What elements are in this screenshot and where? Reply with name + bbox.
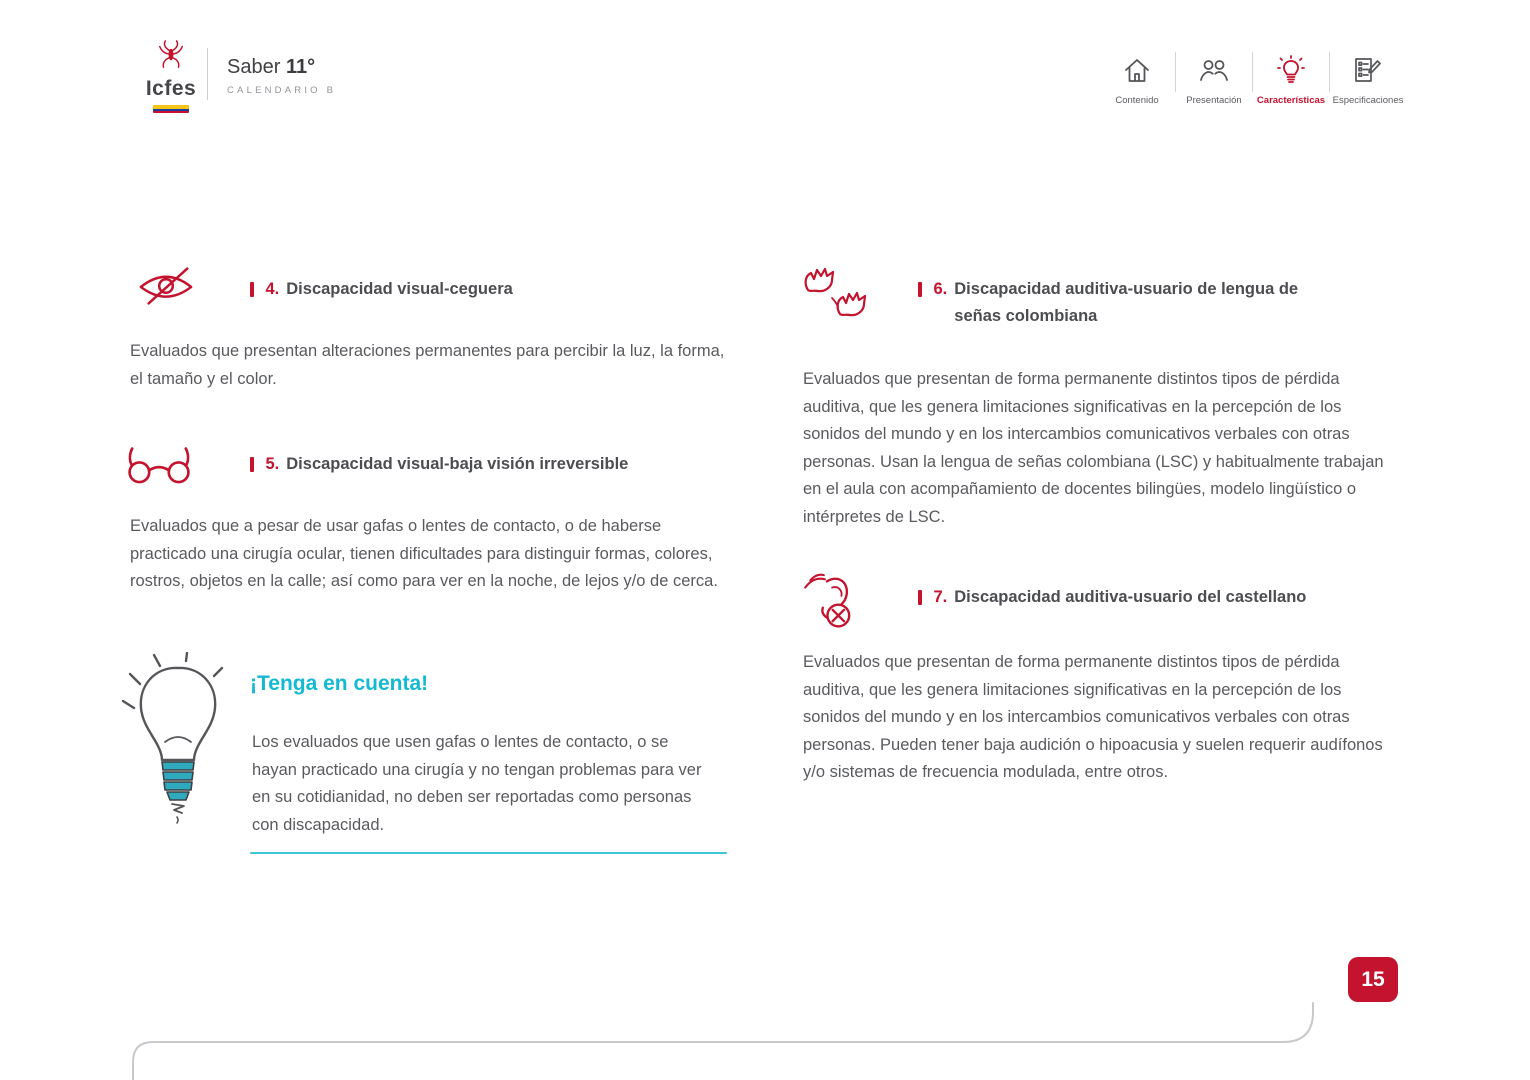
ear-slash-icon bbox=[800, 570, 858, 635]
callout-title: ¡Tenga en cuenta! bbox=[250, 672, 429, 695]
nav-label: Presentación bbox=[1186, 95, 1242, 106]
section-4-body: Evaluados que presentan alteraciones permanentes para percibir la luz, la forma, el tamaño y el color. bbox=[130, 342, 725, 388]
section-6-body: Evaluados que presentan de forma permanente distintos tipos de pérdida auditiva, que les genera limitaciones significativas en la percepción de los sonidos del mundo y en los intercambios comunicativos verbales con otras personas. Usan la lengua de señas colombiana (LSC) y habitualmente trabajan en el aula con acompañamiento de docentes bilingües, modelo lingüístico o intérpretes de LSC. bbox=[803, 370, 1384, 526]
logo-text: Icfes bbox=[145, 77, 197, 100]
lightbulb-icon bbox=[1276, 50, 1306, 90]
document-title bbox=[227, 56, 336, 96]
section-5-body: Evaluados que a pesar de usar gafas o lentes de contacto, o de haberse practicado una cirugía ocular, tienen dificultades para distinguir formas, colores, rostros, objetos en la calle; así como para ver en la noche, de lejos y/o de cerca. bbox=[130, 517, 718, 590]
heading-title: Discapacidad auditiva-usuario de lengua de señas colombiana bbox=[954, 280, 1299, 325]
heading-title: Discapacidad auditiva-usuario del castellano bbox=[954, 588, 1307, 606]
title-saber: Saber bbox=[227, 56, 281, 78]
heading-number: 7. bbox=[933, 588, 948, 606]
heading-title: Discapacidad visual-ceguera bbox=[286, 280, 513, 298]
section-7-body: Evaluados que presentan de forma permanente distintos tipos de pérdida auditiva, que les genera limitaciones significativas en la percepción de los sonidos del mundo y en los intercambios comunicativos verbales con otras personas. Pueden tener baja audición o hipoacusia y suelen requerir audífonos y/o sistemas de frecuencia modulada, entre otros. bbox=[803, 653, 1383, 781]
nav-item-especificaciones[interactable] bbox=[1331, 50, 1405, 106]
heading-number: 4. bbox=[265, 280, 280, 298]
section-5-heading bbox=[250, 451, 730, 478]
heading-marker bbox=[250, 457, 254, 472]
header-divider bbox=[207, 48, 208, 100]
colombia-flag bbox=[153, 105, 189, 113]
home-icon bbox=[1123, 50, 1151, 90]
title-grade: 11° bbox=[285, 56, 316, 78]
document-pencil-icon bbox=[1352, 50, 1384, 90]
icfes-logo bbox=[136, 40, 206, 113]
heading-number: 5. bbox=[265, 455, 280, 473]
icfes-emblem-icon bbox=[156, 40, 186, 70]
heading-title: Discapacidad visual-baja visión irreversible bbox=[286, 455, 629, 473]
section-6-heading bbox=[918, 276, 1348, 330]
page-number-badge: 15 bbox=[1348, 957, 1398, 1002]
sign-language-icon bbox=[798, 262, 874, 331]
nav-divider bbox=[1329, 52, 1330, 92]
heading-marker bbox=[250, 282, 254, 297]
people-icon bbox=[1198, 50, 1230, 90]
nav-divider bbox=[1252, 52, 1253, 92]
heading-marker bbox=[918, 590, 922, 605]
nav-item-contenido[interactable] bbox=[1100, 50, 1174, 106]
nav-label: Contenido bbox=[1115, 95, 1159, 106]
nav-label: Especificaciones bbox=[1332, 95, 1404, 106]
callout-body: Los evaluados que usen gafas o lentes de contacto, o se hayan practicado una cirugía y no tengan problemas para ver en su cotidianidad, no deben ser reportadas como personas con discapacidad. bbox=[252, 733, 702, 834]
nav-item-presentacion[interactable] bbox=[1177, 50, 1251, 106]
title-subtitle: CALENDARIO B bbox=[227, 85, 337, 96]
section-7-heading bbox=[918, 584, 1398, 611]
glasses-icon bbox=[126, 442, 192, 491]
eye-slash-icon bbox=[136, 262, 196, 313]
callout-underline bbox=[250, 852, 727, 854]
heading-number: 6. bbox=[933, 280, 948, 298]
nav-divider bbox=[1175, 52, 1176, 92]
nav-item-caracteristicas[interactable] bbox=[1254, 50, 1328, 106]
top-navigation bbox=[1100, 50, 1405, 106]
heading-marker bbox=[918, 282, 922, 297]
nav-label: Características bbox=[1256, 95, 1326, 106]
lightbulb-sketch-icon bbox=[118, 652, 238, 849]
section-4-heading bbox=[250, 276, 720, 303]
